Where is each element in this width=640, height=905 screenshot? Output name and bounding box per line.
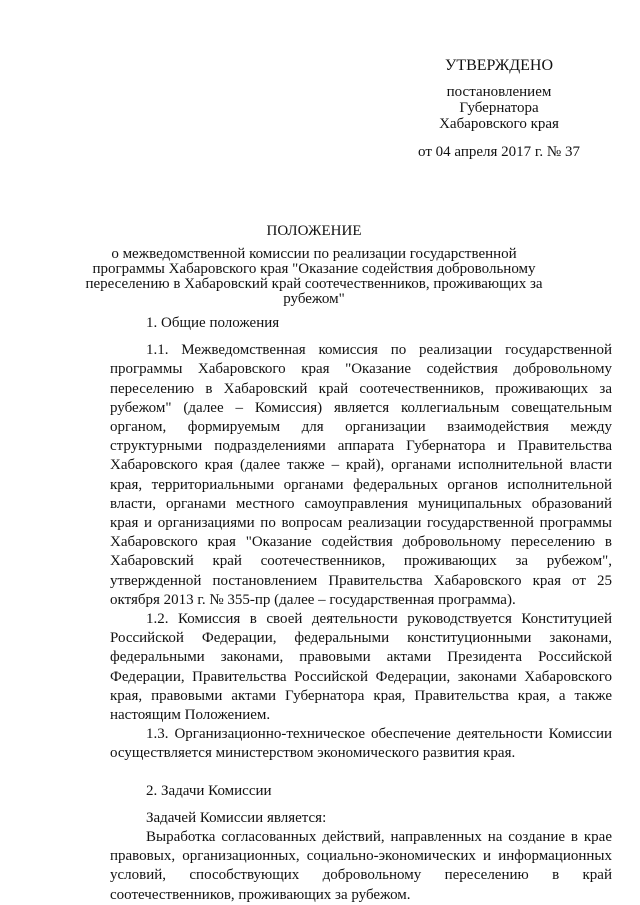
paragraph: Задачей Комиссии является: (146, 809, 327, 826)
approval-date: от 04 апреля 2017 г. № 37 (418, 144, 580, 160)
section-title: 2. Задачи Комиссии (146, 782, 272, 799)
document-title-block (80, 224, 548, 307)
document-body (110, 314, 612, 905)
paragraph: 1.1. Межведомственная комиссия по реализации государственной программы Хабаровского края "Оказание содействия добровольному переселению в Хабаровский край соотечественников, проживающих за рубежом" (далее – Комиссия) является коллегиальным совещательным органом, формируемым для организации взаимодействия между структурными подразделениями аппарата Губернатора и Правительства Хабаровского края (далее также – край), органами исполнительной власти края, территориальными органами федеральных органов исполнительной власти, органами местного самоуправления муниципальных образований края и организациями по вопросам реализации государственной программы Хабаровского края "Оказание содействия добровольному переселению в Хабаровский край соотечественников, проживающих за рубежом", утвержденной постановлением Правительства Хабаровского края от 25 октября 2013 г. № 355-пр (далее – государственная программа). (110, 342, 612, 608)
document-subtitle: о межведомственной комиссии по реализации государственной программы Хабаровского края "Оказание содействия добровольному переселению в Хабаровский край соотечественников, проживающих за рубежом" (85, 246, 543, 307)
approval-stamp (384, 58, 614, 160)
approval-line-3: Хабаровского края (439, 116, 559, 132)
approval-line-2: Губернатора (459, 100, 539, 116)
paragraph: Выработка согласованных действий, направленных на создание в крае правовых, организационных, социально-экономических и информационных условий, способствующих добровольному переселению в край соотечественников, проживающих за рубежом. (110, 829, 612, 903)
document-title: ПОЛОЖЕНИЕ (266, 223, 362, 239)
approval-line-1: постановлением (446, 84, 552, 100)
paragraph: 1.3. Организационно-техническое обеспечение деятельности Комиссии осуществляется министерством экономического развития края. (110, 726, 612, 762)
section-title: 1. Общие положения (146, 315, 280, 331)
paragraph: 1.2. Комиссия в своей деятельности руководствуется Конституцией Российской Федерации, федеральными конституционными законами, федеральными законами, правовыми актами Президента Российской Федерации, Правительства Российской Федерации, законами Хабаровского края, правовыми актами Губернатора края, Правительства края, а также настоящим Положением. (110, 611, 612, 724)
approval-heading: УТВЕРЖДЕНО (444, 57, 553, 74)
